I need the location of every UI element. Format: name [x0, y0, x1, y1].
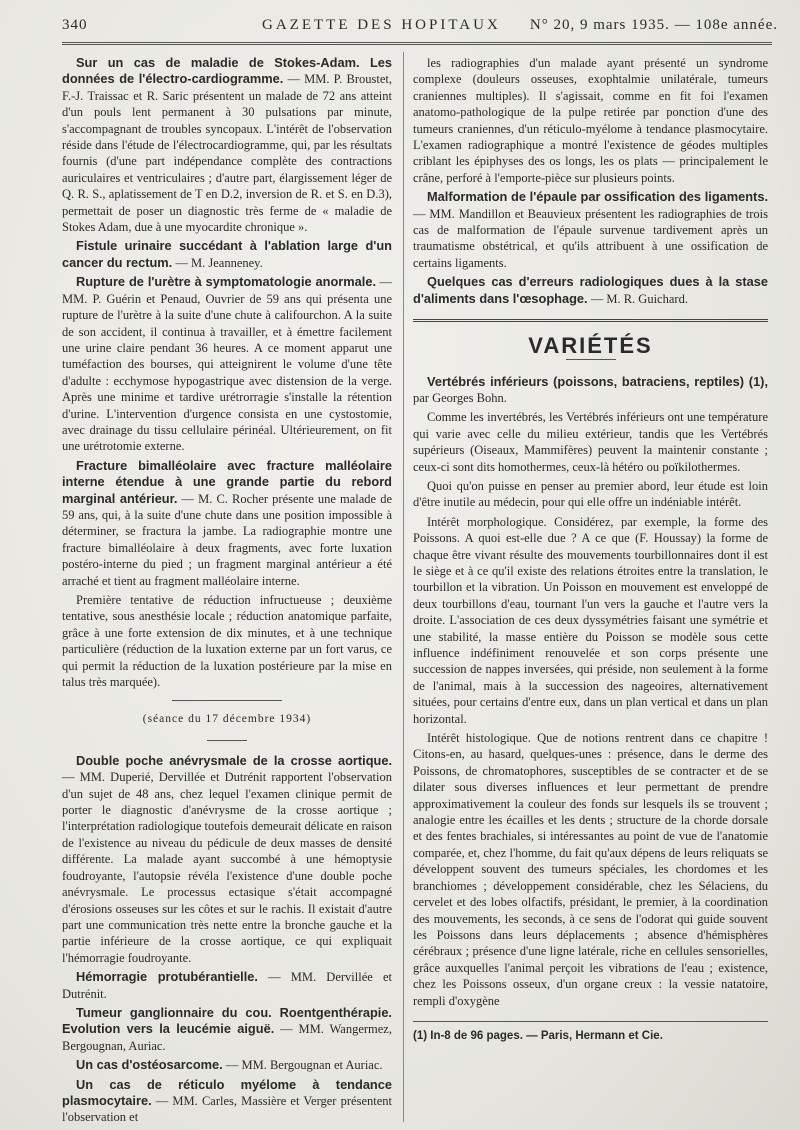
article-paragraph	[413, 189, 768, 271]
article-text: Comme les invertébrés, les Vertébrés inférieurs ont une température qui varie avec celle du milieu extérieur, tandis que les Vertébrés supérieurs (Oiseaux, Mammifères) peuvent la maintenir constante ; ceux-ci sont dits homothermes, ceux-là hétéro ou poïkilothermes.	[413, 410, 768, 474]
article-paragraph	[62, 753, 392, 966]
article-paragraph	[62, 592, 392, 690]
column-divider	[403, 52, 404, 1122]
article-paragraph	[413, 55, 768, 186]
section-rule	[172, 700, 282, 701]
article-paragraph	[413, 514, 768, 727]
article-text: Intérêt morphologique. Considérez, par exemple, la forme des Poissons. A quoi est-elle due ? A ce que (F. Houssay) la forme de chaque être vivant résulte des mouvements tourbillonnaires dont il est le siège et à ce qu'il existe des relations étroites entre la translation, le tourbillon et la vibration. Un Poisson en mouvement est enveloppé de deux tourbillons d'eau, tournant l'un vers la gauche et l'autre vers la droite. L'association de ces deux dyssymétries faisant une symétrie et une stabilité, la masse entière du Poisson se modèle sous cette influence indéfiniment renouvelée et son corps présente une succession de nappes inversées, qui préside, non seulement à la forme de l'animal, mais à la succession des nageoires, alternativement situées, pour certains d'entre eux, dans un plan vertical et dans un plan horizontal.	[413, 514, 768, 726]
article-title: Malformation de l'épaule par ossification des ligaments.	[427, 189, 768, 205]
article-paragraph	[62, 458, 392, 589]
page-header	[62, 14, 778, 40]
article-text: Quoi qu'on puisse en penser au premier abord, leur étude est loin d'être inutile au médecin, pour qui elle offre un indéniable intérêt.	[413, 478, 768, 510]
article-text: Première tentative de réduction infructueuse ; deuxième tentative, sous anesthésie locale ; réduction anatomique parfaite, grâce à une forte extension de dix minutes, et à une technique particulière (réduction de la luxation externe par un fort varus, ce qui permit la réduction de la luxation postérieure par la mise en talus très marquée).	[62, 593, 392, 690]
issue-info: N° 20, 9 mars 1935. — 108e année.	[529, 17, 778, 33]
left-column	[62, 55, 392, 1129]
article-text: par Georges Bohn.	[413, 390, 507, 405]
article-paragraph	[413, 374, 768, 407]
article-text: — MM. Mandillon et Beauvieux présentent les radiographies de trois cas de malformation de l'épaule survenue tardivement après un traumatisme obstétrical, et qu'ils attribuent à une ossification de certains ligaments.	[413, 206, 768, 270]
article-title: Sur un cas de maladie de Stokes-Adam. Les données de l'électro-cardiogramme.	[62, 55, 392, 87]
article-paragraph	[62, 55, 392, 235]
article-text: — MM. P. Broustet, F.-J. Traissac et R. Saric présentent un malade de 72 ans atteint d'un pouls lent permanent à 30 pulsations par minute, s'accompagnant de troubles syncopaux. L'intérêt de l'observation réside dans l'étude de l'électrocardiogramme, qui, par les résultats fournis (d'une part indépendance complète des contractions auriculaires et ventriculaires ; d'autre part, élargissement léger de Q. R. S., aplatissement de T en D.2, inversion de R. et S. en D.3), permettait de poser un diagnostic très ferme de « maladie de Stokes Adam, due à une myocardite chronique ».	[62, 72, 392, 235]
article-text: les radiographies d'un malade ayant présenté un syndrome complexe (douleurs osseuses, exophtalmie unilatérale, tumeurs craniennes multiples). Il s'agissait, comme en fit foi l'examen anatomo-pathologique de la pulpe retirée par ponction d'une des tumeurs craniennes, d'un réticulo-myélome à tendance plasmocytaire. L'examen radiographique a montré l'existence de géodes multiples criblant les épiphyses des os longs, les os plats — principalement le crâne, perforé à l'emporte-pièce sur plusieurs points.	[413, 56, 768, 185]
article-text: — MM. Wangermez, Bergougnan, Auriac.	[62, 1022, 392, 1053]
session-heading: (séance du 17 décembre 1934)	[142, 713, 312, 726]
header-rule	[62, 42, 772, 45]
article-text: — M. Jeanneney.	[172, 255, 263, 270]
article-paragraph	[62, 1077, 392, 1126]
left-entries-2	[62, 753, 392, 1126]
article-title: Tumeur ganglionnaire du cou. Roentgenthérapie. Evolution vers la leucémie aiguë.	[62, 1004, 392, 1037]
article-title: Fistule urinaire succédant à l'ablation large d'un cancer du rectum.	[62, 238, 392, 270]
article-paragraph	[62, 1057, 392, 1073]
article-paragraph	[413, 730, 768, 1009]
page-number: 340	[62, 17, 88, 33]
article-title: Vertébrés inférieurs (poissons, batraciens, reptiles) (1),	[427, 373, 768, 389]
article-paragraph	[413, 274, 768, 307]
article-text: — MM. Duperié, Dervillée et Dutrénit rapportent l'observation d'un sujet de 48 ans, chez lequel l'examen clinique permit de porter le diagnostic d'anévrysme de la crosse aortique ; l'interprétation radiologique toutefois demeurait délicate en raison de l'existence au niveau du pédicule de deux masses de densité différente. La malade ayant succombé à une hémoptysie foudroyante, l'autopsie révéla l'existence d'une double poche anévrysmale. Le processus ectasique s'était accompagné d'érosions osseuses sur les côtes et sur le rachis. Il existait d'autre part une communication très nette entre la bronche gauche et la partie inférieure de la crosse aortique, ce qui expliquait l'hémorragie foudroyante.	[62, 770, 392, 965]
varietes-rule	[566, 359, 616, 360]
right-entries	[413, 55, 768, 307]
article-paragraph	[413, 409, 768, 475]
article-title: Un cas d'ostéosarcome.	[76, 1057, 223, 1073]
article-text: — MM. P. Guérin et Penaud, Ouvrier de 59 ans qui présenta une rupture de l'urètre à la suite d'une chute à califourchon. A la suite de son accident, il continua à travailler, et à émettre facilement une urine claire pendant 36 heures. A ce moment apparut une tuméfaction des bourses, qui atteignirent le volume d'une tête d'adulte : ecchymose hypogastrique avec distension de la verge. Après une minime et tardive urétrorragie s'installe la rétention d'urine. L'intervention d'urgence consista en une cystostomie, avec drainage du tissu cellulaire périnéal. Ultérieurement, on fit une urétrotomie externe.	[62, 275, 392, 454]
left-entries	[62, 55, 392, 690]
article-paragraph	[62, 274, 392, 454]
article-paragraph	[62, 238, 392, 271]
footnote-rule	[413, 1021, 768, 1022]
varietes-entries	[413, 374, 768, 1009]
article-title: Un cas de réticulo myélome à tendance plasmocytaire.	[62, 1076, 392, 1108]
right-column	[413, 55, 768, 1044]
article-title: Quelques cas d'erreurs radiologiques dues à la stase d'aliments dans l'œsophage.	[413, 274, 768, 306]
article-text: — M. R. Guichard.	[587, 291, 688, 306]
article-text: — MM. Bergougnan et Auriac.	[222, 1058, 383, 1073]
journal-title: GAZETTE DES HOPITAUX	[262, 17, 501, 33]
article-paragraph	[62, 969, 392, 1002]
article-paragraph	[413, 478, 768, 511]
article-title: Double poche anévrysmale de la crosse aortique.	[76, 752, 392, 768]
article-title: Rupture de l'urètre à symptomatologie anormale.	[76, 274, 376, 290]
section-rule-small	[207, 740, 247, 741]
footnote: (1) In-8 de 96 pages. — Paris, Hermann et Cie.	[413, 1029, 663, 1042]
varietes-heading: VARIÉTÉS	[528, 333, 653, 359]
article-title: Hémorragie protubérantielle.	[76, 969, 258, 985]
double-rule	[413, 319, 768, 322]
article-paragraph	[62, 1005, 392, 1054]
article-text: — M. C. Rocher présente une malade de 59 ans, qui, à la suite d'une chute dans une position impossible à déterminer, se fractura la jambe. La radiographie montre une fracture bimalléolaire à deux fragments, avec forte luxation postéro-interne du pied ; un fragment marginal antérieur a été arraché et tient au fragment malléolaire interne.	[62, 491, 392, 588]
article-title: Fracture bimalléolaire avec fracture malléolaire interne étendue à une grande partie du rebord marginal antérieur.	[62, 457, 392, 506]
article-text: Intérêt histologique. Que de notions rentrent dans ce chapitre ! Citons-en, au hasard, quelques-unes : présence, dans le derme des Poissons, de chromatophores, susceptibles de se contracter et de se dilater sous diverses influences et leur permettant de prendre approximativement la couleur des fonds sur lesquels ils se trouvent ; analogie entre les écailles et les dents ; structure de la chorde dorsale et des fentes brachiales, si intéressantes au point de vue de l'anatomie comparée, et, chez l'homme, du fait qu'aux dépens de leurs reliquats se développent souvent des tumeurs spéciales, les chordomes et les branchiomes ; développement considérable, chez les Sélaciens, du cervelet et des lobes olfactifs, présidant, le premier, à la coordination des mouvements, les seconds, à ce sens de l'odorat qui guide souvent les Poissons dans leurs déplacements ; absence d'hémisphères cérébraux ; présence d'une ligne latérale, riche en cellules sensorielles, grâce auxquelles l'animal perçoit les vibrations de l'eau ; existence, chez les Poissons osseux, d'un organe creux : la vessie natatoire, rempli d'oxygène	[413, 731, 768, 1008]
article-text: — MM. Dervillée et Dutrénit.	[62, 970, 392, 1001]
article-text: — MM. Carles, Massière et Verger présentent l'observation et	[62, 1093, 392, 1125]
